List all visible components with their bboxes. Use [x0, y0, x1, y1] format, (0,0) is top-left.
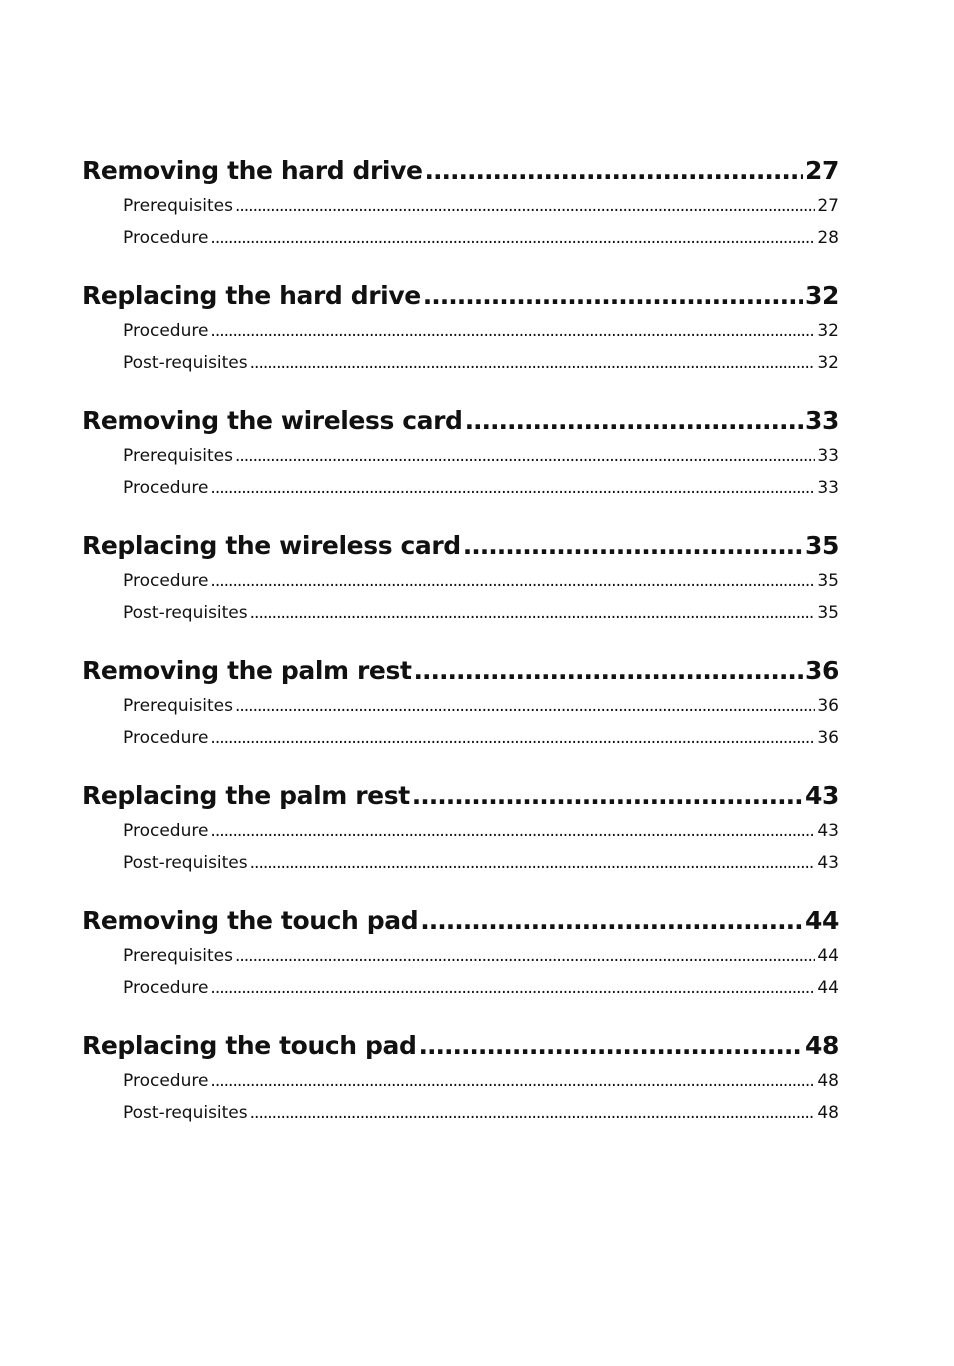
toc-subsection-page: 43 — [817, 821, 839, 841]
toc-subsection-page: 35 — [817, 571, 839, 591]
dot-leader — [210, 815, 815, 847]
toc-chapter-page: 32 — [805, 281, 839, 310]
toc-chapter-entry[interactable] — [82, 652, 839, 690]
toc-chapter-page: 35 — [805, 531, 839, 560]
dot-leader — [425, 152, 803, 190]
dot-leader — [463, 527, 803, 565]
toc-subsection-title: Procedure — [123, 728, 209, 748]
toc-subsection-title: Post-requisites — [123, 353, 248, 373]
toc-subsection-title: Procedure — [123, 821, 209, 841]
toc-subsection-entry[interactable] — [82, 940, 839, 972]
dot-leader — [235, 690, 815, 722]
dot-leader — [210, 722, 815, 754]
toc-chapter-page: 43 — [805, 781, 839, 810]
toc-subsection-title: Prerequisites — [123, 196, 233, 216]
toc-subsection-title: Post-requisites — [123, 603, 248, 623]
toc-section — [82, 902, 839, 1004]
dot-leader — [235, 190, 815, 222]
toc-subsection-title: Procedure — [123, 321, 209, 341]
toc-chapter-title: Replacing the wireless card — [82, 531, 461, 560]
toc-chapter-entry[interactable] — [82, 902, 839, 940]
toc-subsection-entry[interactable] — [82, 1065, 839, 1097]
toc-subsection-title: Procedure — [123, 228, 209, 248]
dot-leader — [210, 565, 815, 597]
toc-subsection-page: 27 — [817, 196, 839, 216]
toc-subsection-entry[interactable] — [82, 222, 839, 254]
toc-subsection-entry[interactable] — [82, 190, 839, 222]
toc-chapter-page: 36 — [805, 656, 839, 685]
toc-chapter-title: Replacing the palm rest — [82, 781, 410, 810]
dot-leader — [465, 402, 803, 440]
toc-chapter-entry[interactable] — [82, 152, 839, 190]
toc-chapter-page: 48 — [805, 1031, 839, 1060]
toc-subsection-entry[interactable] — [82, 472, 839, 504]
toc-chapter-title: Removing the touch pad — [82, 906, 419, 935]
toc-subsection-title: Post-requisites — [123, 1103, 248, 1123]
toc-chapter-title: Replacing the touch pad — [82, 1031, 417, 1060]
toc-subsection-entry[interactable] — [82, 972, 839, 1004]
toc-subsection-page: 33 — [817, 446, 839, 466]
toc-chapter-entry[interactable] — [82, 527, 839, 565]
toc-subsection-page: 43 — [817, 853, 839, 873]
dot-leader — [250, 347, 816, 379]
toc-subsection-page: 48 — [817, 1071, 839, 1091]
dot-leader — [423, 277, 803, 315]
toc-subsection-page: 33 — [817, 478, 839, 498]
toc-subsection-entry[interactable] — [82, 690, 839, 722]
dot-leader — [412, 777, 803, 815]
toc-subsection-entry[interactable] — [82, 815, 839, 847]
toc-section — [82, 152, 839, 254]
toc-subsection-title: Prerequisites — [123, 446, 233, 466]
toc-chapter-page: 44 — [805, 906, 839, 935]
dot-leader — [418, 1027, 803, 1065]
toc-subsection-title: Procedure — [123, 978, 209, 998]
toc-subsection-page: 44 — [817, 978, 839, 998]
toc-subsection-page: 35 — [817, 603, 839, 623]
toc-section — [82, 527, 839, 629]
toc-subsection-title: Prerequisites — [123, 946, 233, 966]
toc-subsection-page: 36 — [817, 696, 839, 716]
toc-subsection-page: 36 — [817, 728, 839, 748]
dot-leader — [210, 222, 815, 254]
toc-chapter-title: Removing the hard drive — [82, 156, 423, 185]
toc-subsection-page: 44 — [817, 946, 839, 966]
toc-subsection-entry[interactable] — [82, 722, 839, 754]
toc-subsection-entry[interactable] — [82, 847, 839, 879]
toc-subsection-entry[interactable] — [82, 440, 839, 472]
dot-leader — [420, 902, 803, 940]
toc-subsection-title: Procedure — [123, 1071, 209, 1091]
toc-subsection-entry[interactable] — [82, 315, 839, 347]
dot-leader — [210, 972, 815, 1004]
toc-subsection-entry[interactable] — [82, 347, 839, 379]
toc-subsection-entry[interactable] — [82, 597, 839, 629]
toc-chapter-title: Removing the palm rest — [82, 656, 412, 685]
toc-chapter-entry[interactable] — [82, 402, 839, 440]
toc-subsection-page: 28 — [817, 228, 839, 248]
toc-subsection-page: 48 — [817, 1103, 839, 1123]
toc-section — [82, 402, 839, 504]
toc-chapter-page: 33 — [805, 406, 839, 435]
toc-section — [82, 777, 839, 879]
toc-subsection-entry[interactable] — [82, 565, 839, 597]
toc-chapter-entry[interactable] — [82, 777, 839, 815]
toc-chapter-entry[interactable] — [82, 277, 839, 315]
table-of-contents — [82, 152, 839, 1129]
dot-leader — [210, 315, 815, 347]
toc-chapter-title: Removing the wireless card — [82, 406, 463, 435]
toc-chapter-title: Replacing the hard drive — [82, 281, 421, 310]
toc-subsection-entry[interactable] — [82, 1097, 839, 1129]
toc-subsection-title: Procedure — [123, 478, 209, 498]
toc-section — [82, 1027, 839, 1129]
toc-subsection-page: 32 — [817, 321, 839, 341]
dot-leader — [250, 1097, 816, 1129]
dot-leader — [250, 597, 816, 629]
dot-leader — [235, 440, 815, 472]
toc-section — [82, 277, 839, 379]
toc-subsection-page: 32 — [817, 353, 839, 373]
dot-leader — [210, 472, 815, 504]
dot-leader — [235, 940, 815, 972]
toc-chapter-page: 27 — [805, 156, 839, 185]
toc-chapter-entry[interactable] — [82, 1027, 839, 1065]
dot-leader — [250, 847, 816, 879]
toc-section — [82, 652, 839, 754]
toc-subsection-title: Prerequisites — [123, 696, 233, 716]
toc-subsection-title: Post-requisites — [123, 853, 248, 873]
dot-leader — [210, 1065, 815, 1097]
toc-subsection-title: Procedure — [123, 571, 209, 591]
dot-leader — [414, 652, 803, 690]
